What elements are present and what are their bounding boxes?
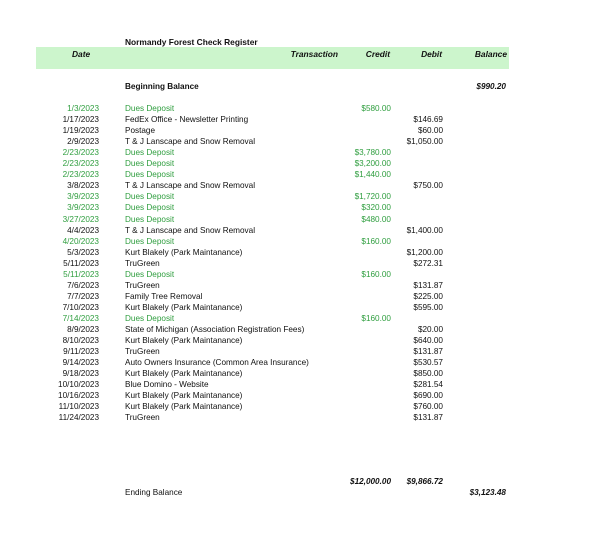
row-debit: $595.00 <box>413 302 443 312</box>
row-transaction: T & J Lanscape and Snow Removal <box>125 181 256 191</box>
row-transaction: TruGreen <box>125 413 160 423</box>
row-transaction: Kurt Blakely (Park Maintanance) <box>125 402 243 412</box>
table-row <box>0 191 592 202</box>
table-row <box>0 269 592 280</box>
row-date: 2/9/2023 <box>67 137 99 147</box>
row-transaction: Kurt Blakely (Park Maintanance) <box>125 391 243 401</box>
row-debit: $850.00 <box>413 369 443 379</box>
row-date: 4/4/2023 <box>67 225 99 235</box>
row-transaction: TruGreen <box>125 280 160 290</box>
row-debit: $1,400.00 <box>406 225 443 235</box>
table-row <box>0 136 592 147</box>
total-credit: $12,000.00 <box>350 477 391 486</box>
row-date: 10/10/2023 <box>58 380 99 390</box>
row-date: 9/11/2023 <box>63 347 99 357</box>
row-credit: $1,440.00 <box>354 170 391 180</box>
table-row <box>0 291 592 302</box>
table-row <box>0 202 592 213</box>
row-date: 4/20/2023 <box>62 236 99 246</box>
row-transaction: T & J Lanscape and Snow Removal <box>125 137 256 147</box>
row-date: 7/6/2023 <box>67 280 99 290</box>
row-debit: $272.31 <box>413 258 443 268</box>
row-debit: $1,050.00 <box>406 137 443 147</box>
row-credit: $160.00 <box>361 236 391 246</box>
beginning-balance-label: Beginning Balance <box>125 82 199 91</box>
row-date: 9/18/2023 <box>62 369 99 379</box>
row-debit: $690.00 <box>413 391 443 401</box>
row-debit: $750.00 <box>413 181 443 191</box>
row-transaction: Dues Deposit <box>125 236 175 246</box>
table-row <box>0 180 592 191</box>
register-title: Normandy Forest Check Register <box>125 37 258 47</box>
table-row <box>0 357 592 368</box>
table-row <box>0 401 592 412</box>
row-date: 8/9/2023 <box>67 325 99 334</box>
row-transaction: Dues Deposit <box>125 148 175 158</box>
ending-balance-label: Ending Balance <box>125 488 183 497</box>
row-date: 2/23/2023 <box>62 148 99 158</box>
table-row <box>0 335 592 346</box>
row-debit: $146.69 <box>413 115 443 125</box>
row-transaction: Dues Deposit <box>125 170 175 180</box>
row-credit: $320.00 <box>361 203 391 213</box>
beginning-balance-value: $990.20 <box>476 82 506 91</box>
row-debit: $131.87 <box>413 280 443 290</box>
row-transaction: State of Michigan (Association Registration Fees) <box>125 325 305 334</box>
row-transaction: Kurt Blakely (Park Maintanance) <box>125 247 243 257</box>
table-row <box>0 236 592 247</box>
row-transaction: Dues Deposit <box>125 192 175 202</box>
table-row <box>0 313 592 324</box>
row-transaction: Kurt Blakely (Park Maintanance) <box>125 302 243 312</box>
header-credit: Credit <box>365 49 390 59</box>
table-row <box>0 390 592 401</box>
row-debit: $20.00 <box>417 325 443 334</box>
table-row <box>0 346 592 357</box>
table-row <box>0 379 592 390</box>
row-date: 7/10/2023 <box>62 302 99 312</box>
row-credit: $3,780.00 <box>354 148 391 158</box>
table-row <box>0 258 592 269</box>
row-debit: $1,200.00 <box>406 247 443 257</box>
row-transaction: FedEx Office - Newsletter Printing <box>125 115 249 125</box>
row-date: 11/24/2023 <box>58 413 99 423</box>
row-date: 7/14/2023 <box>62 313 99 323</box>
row-transaction: Family Tree Removal <box>125 291 203 301</box>
row-date: 5/11/2023 <box>63 269 99 279</box>
row-transaction: Dues Deposit <box>125 313 175 323</box>
table-row <box>0 412 592 423</box>
row-transaction: T & J Lanscape and Snow Removal <box>125 225 256 235</box>
row-date: 2/23/2023 <box>62 159 99 169</box>
row-transaction: Dues Deposit <box>125 159 175 169</box>
row-credit: $580.00 <box>361 104 391 113</box>
row-credit: $480.00 <box>361 214 391 224</box>
row-transaction: Dues Deposit <box>125 269 175 279</box>
table-row <box>0 214 592 225</box>
table-row <box>0 302 592 313</box>
row-transaction: Blue Domino - Website <box>125 380 209 390</box>
table-row <box>0 103 592 114</box>
total-debit: $9,866.72 <box>406 477 443 486</box>
table-row <box>0 324 592 335</box>
row-debit: $131.87 <box>413 413 443 423</box>
row-date: 8/10/2023 <box>62 336 99 346</box>
table-row <box>0 147 592 158</box>
row-date: 1/17/2023 <box>62 115 99 125</box>
row-date: 7/7/2023 <box>67 291 99 301</box>
row-debit: $131.87 <box>413 347 443 357</box>
row-date: 11/10/2023 <box>58 402 99 412</box>
row-date: 3/8/2023 <box>67 181 99 191</box>
table-row <box>0 125 592 136</box>
row-transaction: Auto Owners Insurance (Common Area Insurance) <box>125 358 309 368</box>
row-date: 1/19/2023 <box>62 126 99 136</box>
header-date: Date <box>72 49 91 59</box>
row-date: 5/3/2023 <box>67 247 99 257</box>
table-row <box>0 280 592 291</box>
table-row <box>0 225 592 236</box>
header-transaction: Transaction <box>290 49 338 59</box>
row-debit: $281.54 <box>413 380 443 390</box>
row-date: 3/9/2023 <box>67 203 99 213</box>
row-debit: $60.00 <box>417 126 443 136</box>
row-date: 9/14/2023 <box>62 358 99 368</box>
table-row <box>0 247 592 258</box>
row-transaction: TruGreen <box>125 258 160 268</box>
row-debit: $640.00 <box>413 336 443 346</box>
row-credit: $160.00 <box>361 313 391 323</box>
table-row <box>0 158 592 169</box>
row-transaction: TruGreen <box>125 347 160 357</box>
row-credit: $160.00 <box>361 269 391 279</box>
row-credit: $1,720.00 <box>354 192 391 202</box>
row-debit: $760.00 <box>413 402 443 412</box>
row-date: 10/16/2023 <box>58 391 99 401</box>
row-date: 3/27/2023 <box>62 214 99 224</box>
row-date: 5/11/2023 <box>63 258 99 268</box>
row-debit: $225.00 <box>413 291 443 301</box>
row-transaction: Dues Deposit <box>125 104 175 113</box>
row-transaction: Postage <box>125 126 156 136</box>
table-row <box>0 169 592 180</box>
table-row <box>0 114 592 125</box>
row-transaction: Kurt Blakely (Park Maintanance) <box>125 369 243 379</box>
row-date: 2/23/2023 <box>62 170 99 180</box>
header-balance: Balance <box>474 49 507 59</box>
header-debit: Debit <box>421 49 442 59</box>
row-transaction: Kurt Blakely (Park Maintanance) <box>125 336 243 346</box>
table-row <box>0 368 592 379</box>
row-transaction: Dues Deposit <box>125 214 175 224</box>
row-debit: $530.57 <box>413 358 443 368</box>
row-date: 3/9/2023 <box>67 192 99 202</box>
row-credit: $3,200.00 <box>354 159 391 169</box>
ending-balance-value: $3,123.48 <box>469 488 506 497</box>
row-transaction: Dues Deposit <box>125 203 175 213</box>
row-date: 1/3/2023 <box>67 104 99 113</box>
